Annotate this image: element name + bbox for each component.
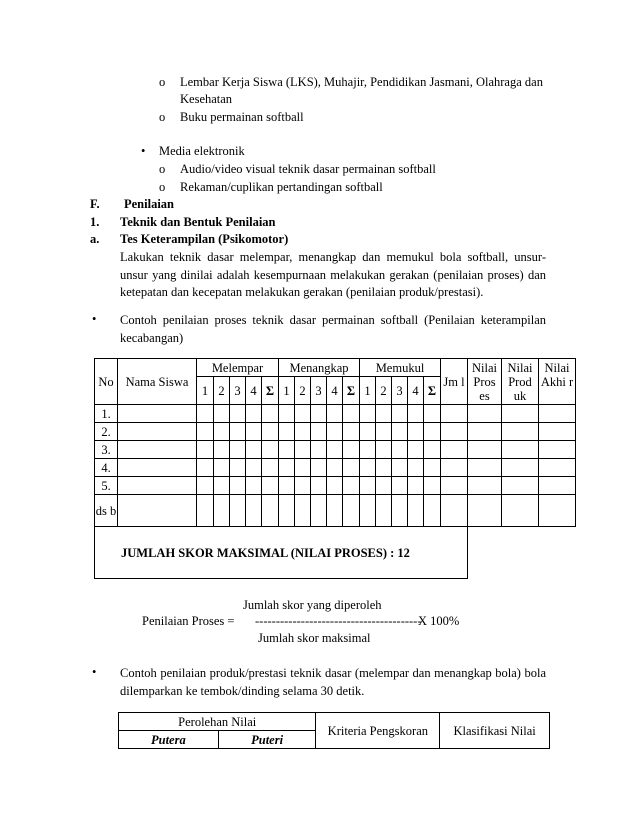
- col-header-puteri: Puteri: [218, 731, 316, 749]
- list-item: Kesehatan: [180, 92, 233, 106]
- formula-fraction-bar: ----------------------------------------: [255, 614, 422, 628]
- col-header-nilai-produk: Nilai Prod uk: [502, 359, 539, 405]
- formula-multiplier: X 100%: [418, 614, 460, 628]
- table-row: [95, 495, 576, 527]
- heading-text: Teknik dan Bentuk Penilaian: [120, 215, 276, 229]
- sub-col-header: 1: [360, 377, 376, 405]
- heading-label: a.: [90, 232, 100, 246]
- heading-text: Tes Keterampilan (Psikomotor): [120, 232, 289, 246]
- sub-bullet-marker: o: [159, 110, 166, 124]
- row-number: 5.: [95, 477, 118, 495]
- sub-bullet-marker: o: [159, 162, 166, 176]
- sub-col-header: 4: [327, 377, 343, 405]
- assessment-table: [94, 358, 576, 579]
- row-number: 3.: [95, 441, 118, 459]
- sub-col-header: 3: [311, 377, 327, 405]
- formula-lhs: Penilaian Proses =: [142, 614, 235, 628]
- table-row: [95, 441, 576, 459]
- heading-text: Penilaian: [124, 197, 175, 211]
- example-process-text: Contoh penilaian proses teknik dasar permainan softball (Penilaian keterampilan kecabangan): [120, 313, 546, 345]
- col-header-jml: Jm l: [441, 359, 468, 405]
- sub-bullet-marker: o: [159, 180, 166, 194]
- heading-label: 1.: [90, 215, 100, 229]
- row-number: 1.: [95, 405, 118, 423]
- sub-col-header: 3: [230, 377, 246, 405]
- bullet-marker: •: [141, 144, 146, 158]
- list-item: Audio/video visual teknik dasar permainan softball: [180, 162, 436, 176]
- table-row: [95, 459, 576, 477]
- bullet-marker: •: [92, 665, 97, 679]
- list-item: Rekaman/cuplikan pertandingan softball: [180, 180, 383, 194]
- sub-col-header: 1: [279, 377, 295, 405]
- heading-label: F.: [90, 197, 100, 211]
- sub-col-header: 2: [214, 377, 230, 405]
- bullet-marker: •: [92, 312, 97, 326]
- sub-col-header: Σ: [424, 377, 441, 405]
- col-header-perolehan: Perolehan Nilai: [119, 713, 316, 731]
- col-header-nilai-proses: Nilai Pros es: [468, 359, 502, 405]
- col-header-kriteria: Kriteria Pengskoran: [316, 713, 440, 749]
- scoring-table: [118, 712, 550, 749]
- list-item: Buku permainan softball: [180, 110, 304, 124]
- max-score-cell: JUMLAH SKOR MAKSIMAL (NILAI PROSES) : 12: [95, 527, 468, 579]
- formula-numerator: Jumlah skor yang diperoleh: [243, 598, 382, 612]
- sub-col-header: Σ: [343, 377, 360, 405]
- table-row: [95, 477, 576, 495]
- row-number: ds b: [95, 495, 118, 527]
- sub-col-header: 1: [197, 377, 214, 405]
- row-number: 2.: [95, 423, 118, 441]
- table-row: [95, 423, 576, 441]
- sub-col-header: 2: [376, 377, 392, 405]
- example-product-text: Contoh penilaian produk/prestasi teknik dasar (melempar dan menangkap bola) bola dilemparkan ke tembok/dinding selama 30 detik.: [120, 666, 546, 698]
- group-header-memukul: Memukul: [360, 359, 441, 377]
- table-row: [95, 405, 576, 423]
- col-header-putera: Putera: [119, 731, 219, 749]
- col-header-no: No: [95, 359, 118, 405]
- sub-col-header: 4: [246, 377, 262, 405]
- group-header-menangkap: Menangkap: [279, 359, 360, 377]
- sub-col-header: Σ: [262, 377, 279, 405]
- sub-col-header: 4: [408, 377, 424, 405]
- sub-bullet-marker: o: [159, 75, 166, 89]
- row-number: 4.: [95, 459, 118, 477]
- group-header-melempar: Melempar: [197, 359, 279, 377]
- intro-paragraph: Lakukan teknik dasar melempar, menangkap dan memukul bola softball, unsur-unsur yang dinilai adalah kesempurnaan melakukan gerakan (penilaian proses) dan ketepatan dan kecepatan melakukan gerakan (penilaian produk/prestasi).: [120, 250, 546, 299]
- list-item: Media elektronik: [159, 144, 245, 158]
- col-header-nilai-akhir: Nilai Akhi r: [539, 359, 576, 405]
- list-item: Lembar Kerja Siswa (LKS), Muhajir, Pendidikan Jasmani, Olahraga dan: [180, 75, 543, 89]
- sub-col-header: 2: [295, 377, 311, 405]
- formula-denominator: Jumlah skor maksimal: [258, 631, 371, 645]
- sub-col-header: 3: [392, 377, 408, 405]
- col-header-nama: Nama Siswa: [118, 359, 197, 405]
- col-header-klasifikasi: Klasifikasi Nilai: [440, 713, 550, 749]
